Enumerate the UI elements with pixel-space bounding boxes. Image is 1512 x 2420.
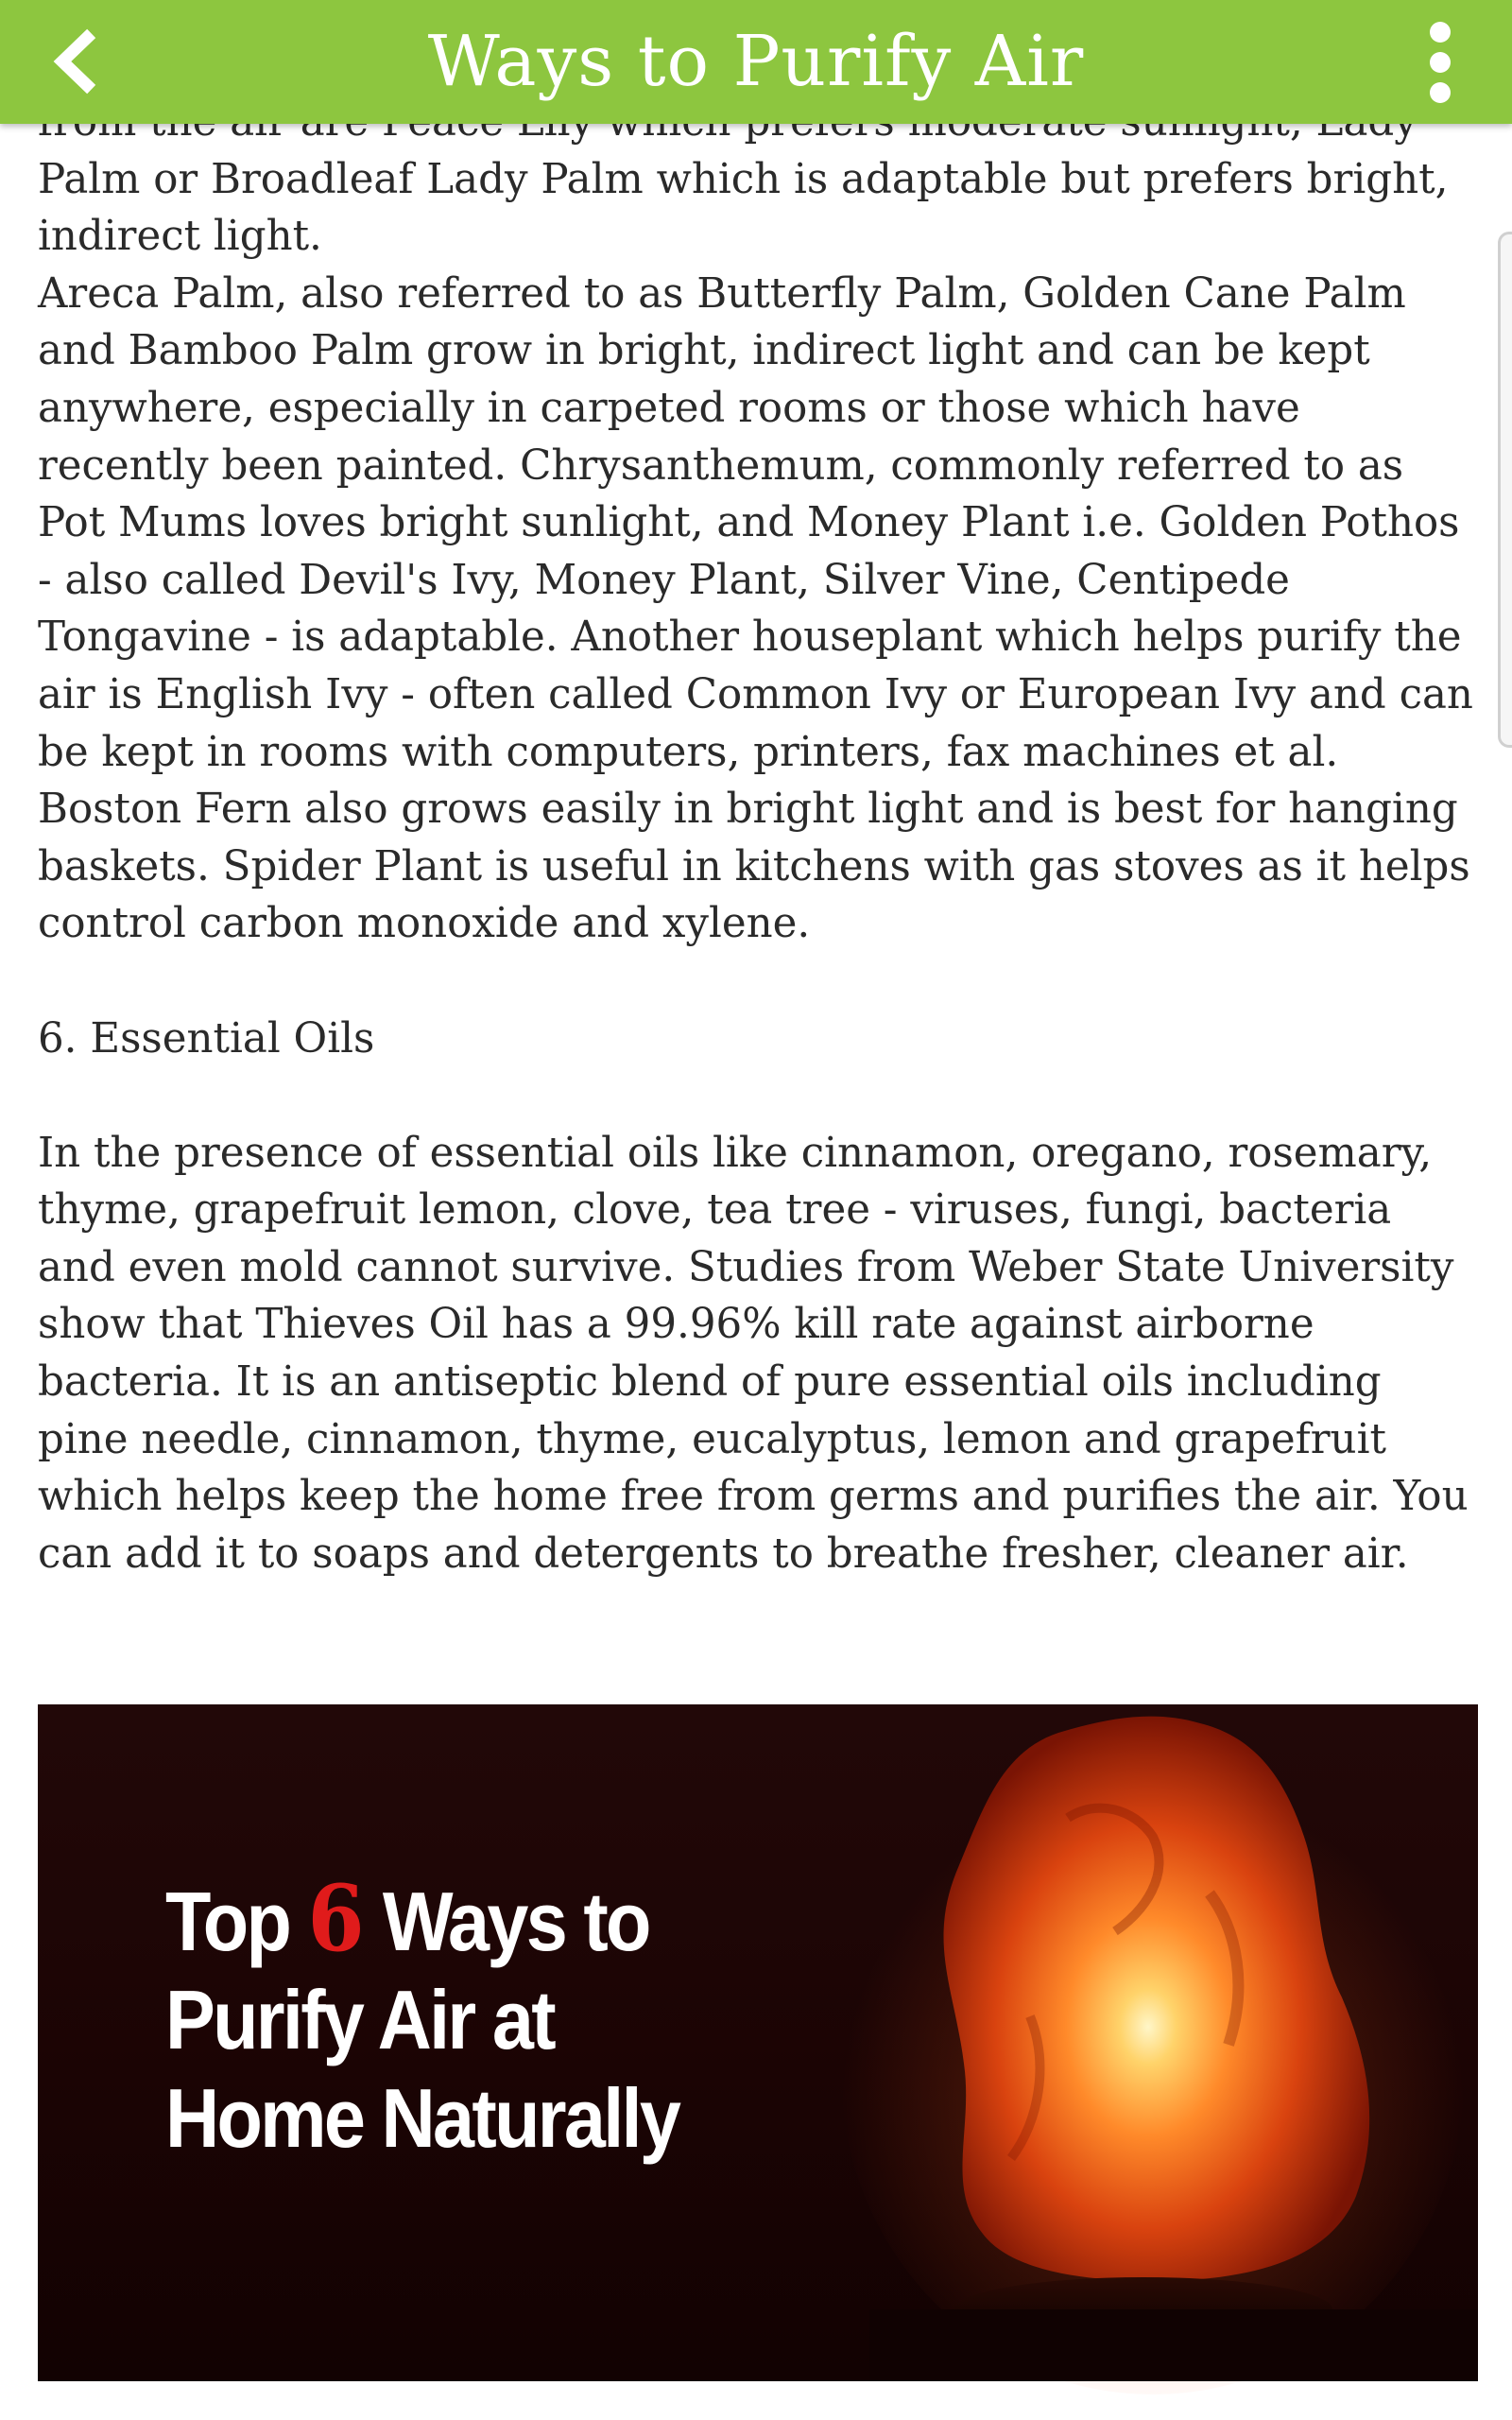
paragraph-spacer [38, 953, 1479, 1011]
menu-dot [1430, 22, 1451, 43]
chevron-left-icon [43, 28, 110, 95]
article-content[interactable] [38, 124, 1479, 2420]
image-caption-text: Top [165, 1875, 308, 1968]
article-body [38, 94, 1479, 1582]
image-caption-line: Purify Air at [165, 1973, 554, 2066]
paragraph-spacer [38, 1067, 1479, 1125]
menu-dot [1430, 82, 1451, 103]
image-caption-number: 6 [307, 1865, 365, 1972]
more-vertical-icon[interactable] [1402, 15, 1478, 110]
image-caption-text: Ways to [364, 1875, 649, 1968]
article-paragraph: In the presence of essential oils like cinnamon, oregano, rosemary, thyme, grapefruit lemon, clove, tea tree - viruses, fungi, bacteria and even mold cannot survive. Studies from Weber State University show that Thieves Oil has a 99.96% kill rate against airborne bacteria. It is an antiseptic blend of pure essential oils including pine needle, cinnamon, thyme, eucalyptus, lemon and grapefruit which helps keep the home free from germs and purifies the air. You can add it to soaps and detergents to breathe fresher, cleaner air. [38, 1129, 1469, 1578]
image-caption [165, 1865, 679, 2168]
image-caption-line [165, 1865, 679, 1972]
section-heading: 6. Essential Oils [38, 1014, 375, 1063]
salt-lamp-image [869, 1704, 1478, 2381]
image-caption-line: Home Naturally [165, 2071, 679, 2165]
app-bar [0, 0, 1512, 124]
menu-dot [1430, 52, 1451, 73]
article-paragraph: Palm or Broadleaf Lady Palm which is adaptable but prefers bright, indirect light. [38, 155, 1449, 261]
article-image [38, 1704, 1478, 2381]
back-button[interactable] [34, 19, 119, 104]
app-title: Ways to Purify Air [427, 21, 1085, 102]
scrollbar[interactable] [1498, 232, 1512, 748]
article-paragraph: Areca Palm, also referred to as Butterfly Palm, Golden Cane Palm and Bamboo Palm grow in bright, indirect light and can be kept anywhere, especially in carpeted rooms or those which have recently been painted. Chrysanthemum, commonly referred to as Pot Mums loves bright sunlight, and Money Plant i.e. Golden Pothos - also called Devil's Ivy, Money Plant, Silver Vine, Centipede Tongavine - is adaptable. Another houseplant which helps purify the air is English Ivy - often called Common Ivy or European Ivy and can be kept in rooms with computers, printers, fax machines et al. Boston Fern also grows easily in bright light and is best for hanging baskets. Spider Plant is useful in kitchens with gas stoves as it helps control carbon monoxide and xylene. [38, 269, 1473, 948]
